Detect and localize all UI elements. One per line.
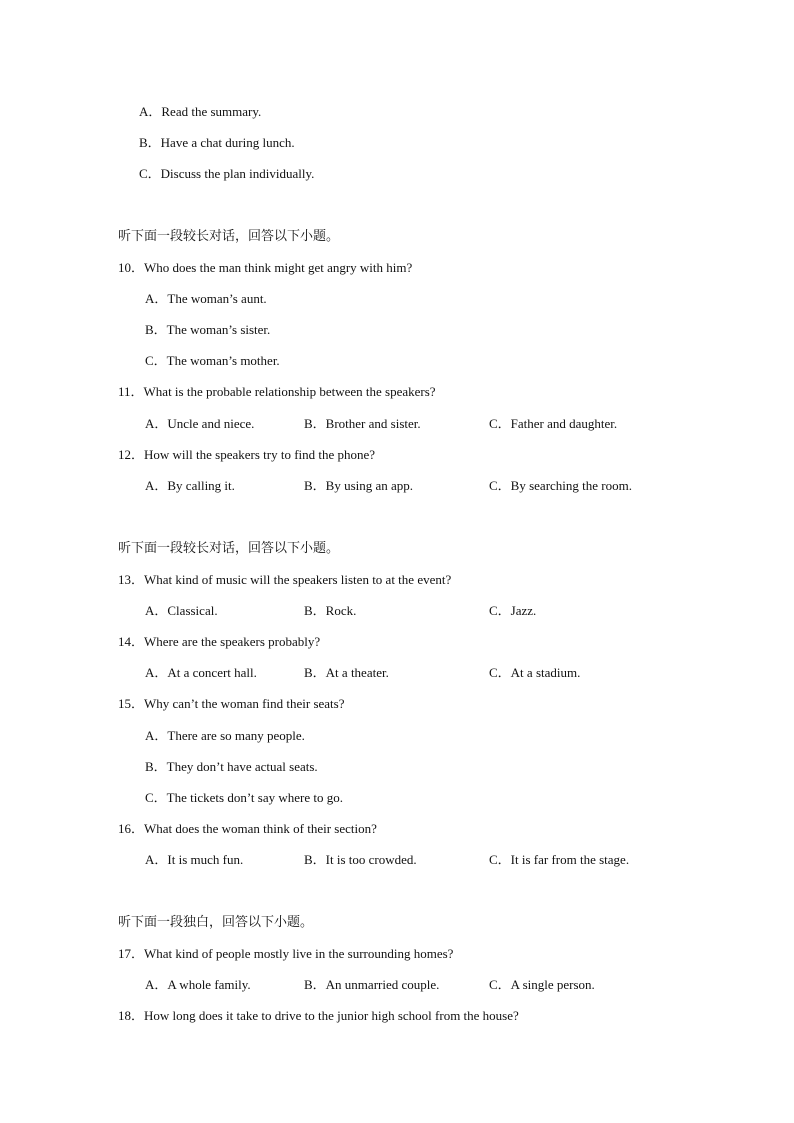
option-a: A．There are so many people. [145,728,305,743]
option-a: A．Uncle and niece. [145,416,255,431]
option-a: A．A whole family. [145,977,251,992]
option-a: A．Classical. [145,603,218,618]
option-b: B．They don’t have actual seats. [145,759,318,774]
option-c: C．The woman’s mother. [145,353,280,368]
option-c: C．It is far from the stage. [489,852,630,867]
option-b: B．Have a chat during lunch. [139,135,295,150]
option-b: B．Rock. [304,603,357,618]
option-a: A．It is much fun. [145,852,244,867]
question-10: 10．Who does the man think might get angry with him? [118,260,413,275]
question-11: 11．What is the probable relationship between the speakers? [118,384,436,399]
question-18: 18．How long does it take to drive to the junior high school from the house? [118,1008,519,1023]
option-b: B．Brother and sister. [304,416,421,431]
question-14: 14．Where are the speakers probably? [118,634,321,649]
option-c: C．A single person. [489,977,595,992]
option-a: A．At a concert hall. [145,665,257,680]
section-instruction: 听下面一段独白，回答以下小题。 [118,915,314,930]
option-b: B．It is too crowded. [304,852,417,867]
option-c: C．Discuss the plan individually. [139,166,315,181]
option-c: C．The tickets don’t say where to go. [145,790,343,805]
option-c: C．By searching the room. [489,478,632,493]
question-15: 15．Why can’t the woman find their seats? [118,696,345,711]
option-a: A．Read the summary. [139,104,262,119]
option-a: A．The woman’s aunt. [145,291,267,306]
option-c: C．At a stadium. [489,665,581,680]
question-17: 17．What kind of people mostly live in the surrounding homes? [118,946,454,961]
question-16: 16．What does the woman think of their section? [118,821,377,836]
option-b: B．The woman’s sister. [145,322,271,337]
option-b: B．An unmarried couple. [304,977,440,992]
option-b: B．By using an app. [304,478,414,493]
option-c: C．Jazz. [489,603,537,618]
question-12: 12．How will the speakers try to find the phone? [118,447,376,462]
question-13: 13．What kind of music will the speakers listen to at the event? [118,572,452,587]
option-b: B．At a theater. [304,665,389,680]
option-a: A．By calling it. [145,478,235,493]
section-instruction: 听下面一段较长对话，回答以下小题。 [118,541,340,556]
option-c: C．Father and daughter. [489,416,618,431]
section-instruction: 听下面一段较长对话，回答以下小题。 [118,229,340,244]
